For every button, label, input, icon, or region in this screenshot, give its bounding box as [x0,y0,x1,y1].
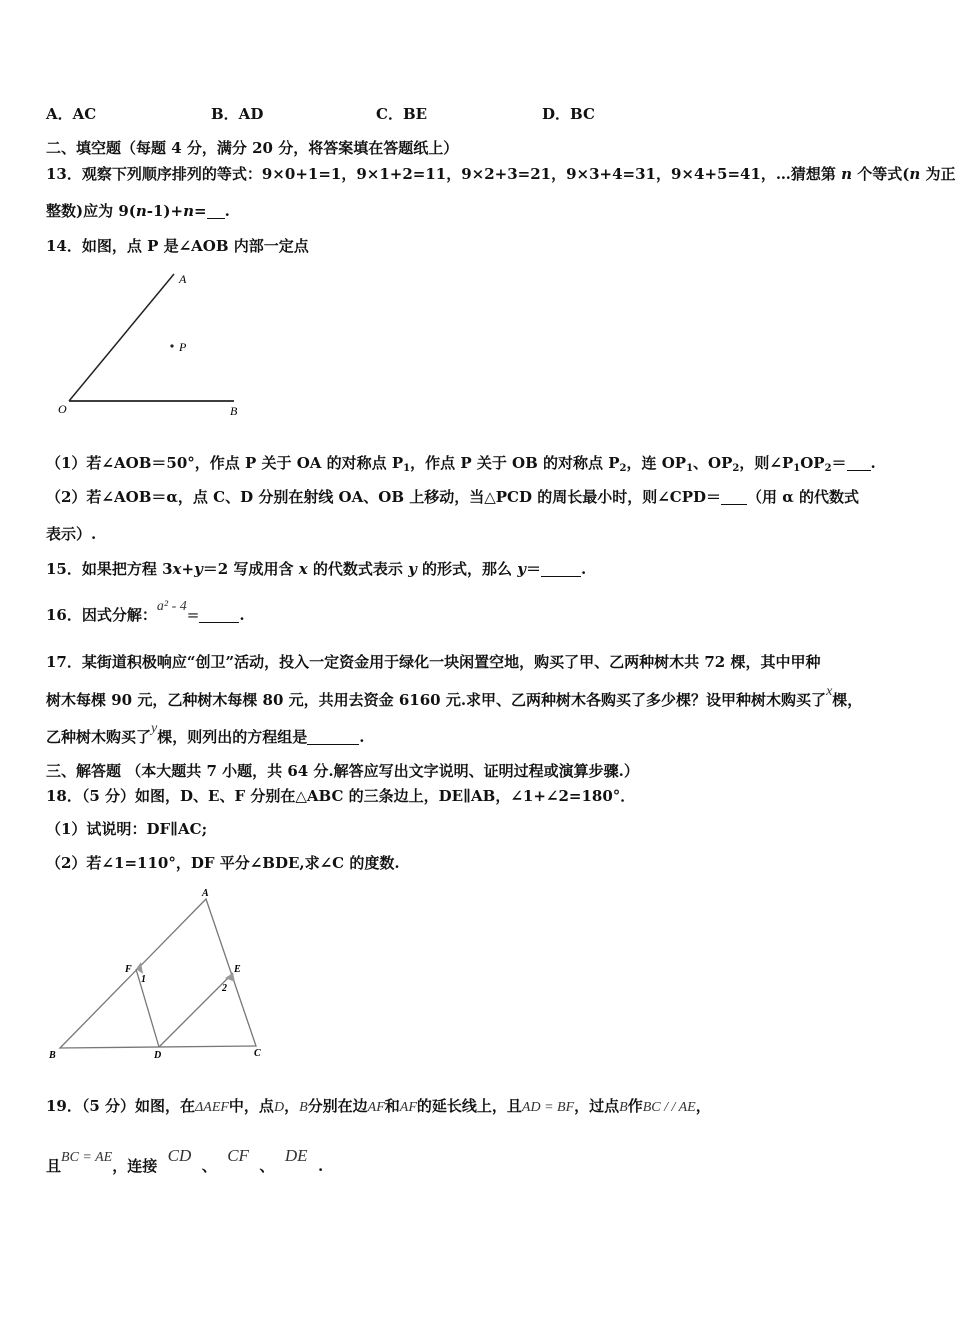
q19-h: 作 [627,1097,643,1115]
q17-line1: 17．某街道积极响应“创卫”活动，投入一定资金用于绿化一块闲置空地，购买了甲、乙两种树木共 72 棵，其中甲种 [46,653,821,671]
q19-b: 中，点 [228,1097,274,1115]
q19-c: ， [284,1097,300,1115]
q19-g: ，过点 [574,1097,620,1115]
subscript-1: 1 [686,463,694,474]
q19-d: 分别在边 [307,1097,368,1115]
q13-n: n [909,165,921,183]
q17-l3-a: 乙种树木购买了 [46,728,152,746]
q19-e: 和 [384,1097,400,1115]
q16 [46,599,245,625]
option-d: D．BC [542,105,595,123]
q19-line2 [46,1146,324,1176]
q19-eq-ad-bf: AD = BF [521,1100,575,1115]
q17-line3 [46,721,365,747]
q13-text-d: 整数)应为 9( [46,202,136,220]
var-y: y [517,560,526,578]
q13-text-c: 为正 [920,165,956,183]
q16-expression: a² - 4 [156,599,187,614]
q13-text-a: 13．观察下列顺序排列的等式：9×0+1=1，9×1+2=11，9×2+3=21，9×3+4=31，9×4+5=41，…猜想第 [46,165,842,183]
q13-n: n [183,202,194,220]
q19-l2-a: 且 [46,1157,62,1175]
q19-cf: CF [227,1146,249,1165]
q16-end: . [239,606,245,624]
q16-a: 16．因式分解： [46,606,157,624]
q19-af: AF [399,1100,417,1115]
section-2-title: 二、填空题（每题 4 分，满分 20 分，将答案填在答题纸上） [46,139,459,157]
q14-stem: 14．如图，点 P 是∠AOB 内部一定点 [46,237,309,255]
segment-fd [136,969,159,1047]
q15 [46,558,586,579]
q15-a: 15．如果把方程 3 [46,560,173,578]
point-p [170,344,173,347]
q14-p1-h: . [870,454,876,472]
q14-p2-a: （2）若∠AOB＝α，点 C、D 分别在射线 OA、OB 上移动，当△PCD 的周长最小时，则∠CPD＝ [46,488,721,506]
var-x: x [298,560,308,578]
q19-point-b: B [299,1100,308,1115]
label-angle-2: 2 [222,983,227,994]
answer-blank [847,456,871,471]
q18-part2: （2）若∠1=110°，DF 平分∠BDE,求∠C 的度数. [46,854,400,872]
q19-sep: 、 [259,1157,275,1175]
label-d: D [154,1050,162,1061]
q18-stem: 18．（5 分）如图，D、E、F 分别在△ABC 的三条边上，DE∥AB，∠1+∠2=180°． [46,787,636,805]
q18-triangle-figure [44,882,274,1062]
q15-b: + [181,560,195,578]
label-a: A [202,888,209,899]
q19-point-b: B [619,1100,628,1115]
option-b: B．AD [211,105,264,123]
answer-blank [199,608,239,623]
q14-p2-b: （用 α 的代数式 [747,488,859,506]
q15-c: ＝2 写成用含 [202,560,299,578]
q14-part1 [46,452,876,474]
q19-f: 的延长线上，且 [416,1097,522,1115]
q15-e: 的形式，那么 [416,560,518,578]
subscript-1: 1 [403,463,411,474]
q19-parallel: BC / / AE [642,1100,696,1115]
q17-l3-c: . [359,728,365,746]
q19-cd: CD [167,1146,192,1165]
q15-g: . [581,560,587,578]
q13-text-f: = [194,202,207,220]
label-c: C [254,1048,261,1059]
q16-eq: = [186,606,200,624]
q19-l2-b: ，连接 [112,1157,158,1175]
q15-d: 的代数式表示 [307,560,409,578]
q14-part2-cont: 表示）. [46,525,97,543]
q13-text-e: -1)+ [146,202,184,220]
var-x: x [172,560,182,578]
q18-part1: （1）试说明：DF∥AC; [46,820,208,838]
q19-point-d: D [273,1100,285,1115]
label-angle-1: 1 [141,974,146,985]
subscript-2: 2 [732,463,740,474]
answer-blank [721,490,747,505]
section-3-title: 三、解答题 （本大题共 7 小题，共 64 分.解答应写出文字说明、证明过程或演算步骤.） [46,762,639,780]
q19-triangle: ΔAEF [195,1100,229,1115]
answer-blank [207,204,225,219]
q14-p1-a: （1）若∠AOB＝50°，作点 P 关于 OA 的对称点 P [46,454,404,472]
label-e: E [234,964,241,975]
q19-a: 19．（5 分）如图，在 [46,1097,196,1115]
q19-af: AF [367,1100,385,1115]
q13-line1 [46,163,956,184]
subscript-1: 1 [793,463,801,474]
var-y: y [408,560,417,578]
answer-blank [307,730,359,745]
q17-line2 [46,684,863,710]
ray-oa [69,274,174,401]
q13-n: n [841,165,853,183]
q14-p1-b: ，作点 P 关于 OB 的对称点 P [410,454,620,472]
var-x: x [826,684,833,699]
q14-angle-figure [52,265,252,425]
q13-text-b: 个等式( [852,165,910,183]
q19-de: DE [284,1146,308,1165]
option-c: C．BE [376,105,428,123]
q14-p1-f: OP [800,454,825,472]
q17-l3-b: 棵，则列出的方程组是 [157,728,308,746]
q14-p1-d: 、OP [693,454,733,472]
q19-eq-bc-ae: BC = AE [61,1150,113,1165]
q13-n: n [135,202,147,220]
q19-line1 [46,1095,711,1116]
subscript-2: 2 [619,463,627,474]
q17-l2-a: 树木每棵 90 元，乙种树木每棵 80 元，共用去资金 6160 元.求甲、乙两种树木各购买了多少棵？设甲种树木购买了 [46,691,827,709]
label-b: B [49,1050,56,1061]
q14-p1-g: ＝ [831,454,847,472]
option-a: A．AC [46,105,97,123]
q15-f: ＝ [525,560,541,578]
q19-end: . [318,1157,324,1175]
triangle-abc [60,899,256,1048]
label-b: B [230,404,238,418]
var-y: y [194,560,203,578]
var-y: y [151,721,158,736]
q13-text-g: . [224,202,230,220]
q19-sep: 、 [201,1157,217,1175]
q19-i: ， [695,1097,711,1115]
label-f: F [125,964,132,975]
q14-part2 [46,486,859,507]
subscript-2: 2 [824,463,832,474]
q17-l2-b: 棵， [832,691,863,709]
q13-line2 [46,200,230,221]
label-a: A [179,272,187,286]
answer-blank [541,562,581,577]
label-p: P [179,340,187,354]
label-o: O [58,402,67,416]
q14-p1-c: ，连 OP [626,454,687,472]
q14-p1-e: ，则∠P [739,454,794,472]
